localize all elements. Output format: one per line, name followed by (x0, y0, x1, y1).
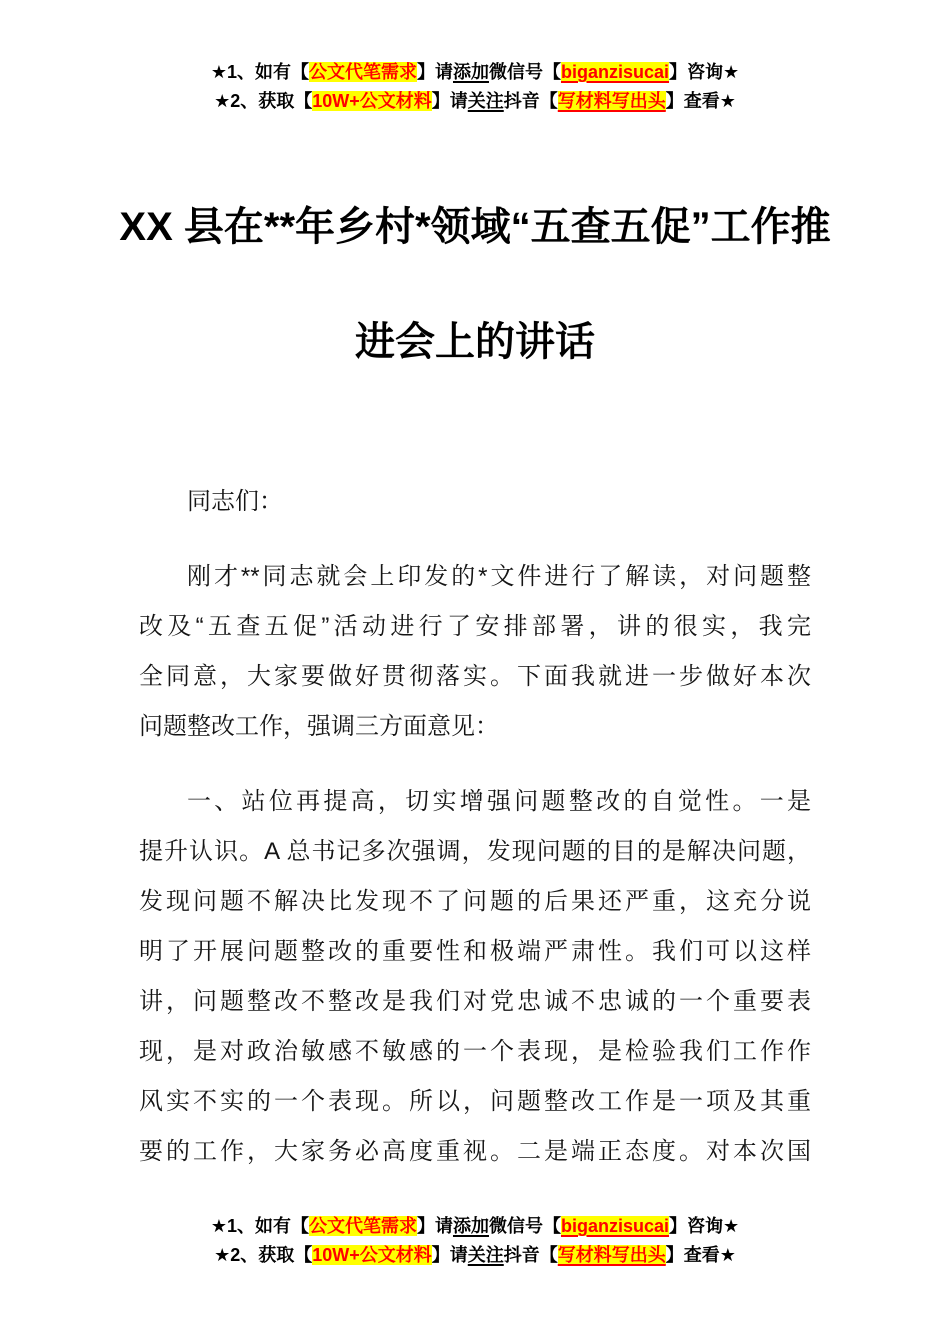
text-line: 明了开展问题整改的重要性和极端严肃性。我们可以这样 (139, 938, 811, 965)
promo-highlight: 公文代笔需求 (308, 62, 417, 82)
text-line: 要的工作，大家务必高度重视。二是端正态度。对本次国 (139, 1138, 811, 1165)
promo-text-segment: 抖音【 (503, 1245, 558, 1265)
text-line: 问题整改工作，强调三方面意见： (139, 713, 499, 740)
promo-text-segment: 微信号【 (488, 62, 561, 82)
promo-banner-top (0, 0, 950, 116)
promo-line-2 (0, 1241, 950, 1270)
text-line: 全同意，大家要做好贯彻落实。下面我就进一步做好本次 (139, 663, 811, 690)
text-line: 刚才**同志就会上印发的*文件进行了解读，对问题整 (187, 563, 811, 590)
promo-underlined-text: 关注 (467, 91, 504, 111)
promo-highlight-link: biganzisucai (560, 62, 670, 82)
title-line-1: XX 县在**年乡村*领域“五查五促”工作推 (119, 205, 831, 249)
promo-underlined-text: 关注 (467, 1245, 504, 1265)
promo-text-segment: 】查看★ (665, 1245, 736, 1265)
promo-line-1 (0, 1212, 950, 1241)
promo-line-1 (0, 58, 950, 87)
promo-highlight-link: 写材料写出头 (557, 91, 666, 111)
promo-text-segment: 】请 (431, 1245, 468, 1265)
text-line: 讲，问题整改不整改是我们对党忠诚不忠诚的一个重要表 (139, 988, 811, 1015)
promo-highlight: 10W+公文材料 (312, 1245, 432, 1265)
promo-text-segment: 微信号【 (488, 1216, 561, 1236)
paragraph-1 (139, 552, 811, 752)
text-line: 现，是对政治敏感不敏感的一个表现，是检验我们工作作 (139, 1038, 811, 1065)
text-line: 改及“五查五促”活动进行了安排部署，讲的很实，我完 (139, 613, 811, 640)
promo-highlight: 公文代笔需求 (308, 1216, 417, 1236)
promo-text-segment: ★2、获取【 (214, 91, 313, 111)
promo-text-segment: ★1、如有【 (210, 1216, 309, 1236)
promo-text-segment: ★1、如有【 (210, 62, 309, 82)
salutation: 同志们： (187, 488, 283, 515)
promo-text-segment: 】请 (416, 62, 453, 82)
text-line: 一、站位再提高，切实增强问题整改的自觉性。一是 (187, 788, 811, 815)
promo-line-2 (0, 87, 950, 116)
promo-text-segment: 】查看★ (665, 91, 736, 111)
title-line-2: 进会上的讲话 (355, 320, 595, 364)
promo-text-segment: ★2、获取【 (214, 1245, 313, 1265)
promo-text-segment: 】咨询★ (669, 1216, 740, 1236)
promo-text-segment: 】咨询★ (669, 62, 740, 82)
text-line: 风实不实的一个表现。所以，问题整改工作是一项及其重 (139, 1088, 811, 1115)
document-body (139, 477, 811, 1177)
promo-underlined-text: 添加 (452, 62, 489, 82)
promo-text-segment: 】请 (416, 1216, 453, 1236)
promo-banner-bottom (0, 1212, 950, 1270)
document-title (0, 170, 950, 400)
promo-text-segment: 】请 (431, 91, 468, 111)
promo-highlight-link: 写材料写出头 (557, 1245, 666, 1265)
promo-underlined-text: 添加 (452, 1216, 489, 1236)
text-line: 提升认识。A 总书记多次强调，发现问题的目的是解决问题， (139, 838, 811, 865)
promo-highlight: 10W+公文材料 (312, 91, 432, 111)
promo-highlight-link: biganzisucai (560, 1216, 670, 1236)
promo-text-segment: 抖音【 (503, 91, 558, 111)
text-line: 发现问题不解决比发现不了问题的后果还严重，这充分说 (139, 888, 811, 915)
paragraph-2 (139, 777, 811, 1177)
